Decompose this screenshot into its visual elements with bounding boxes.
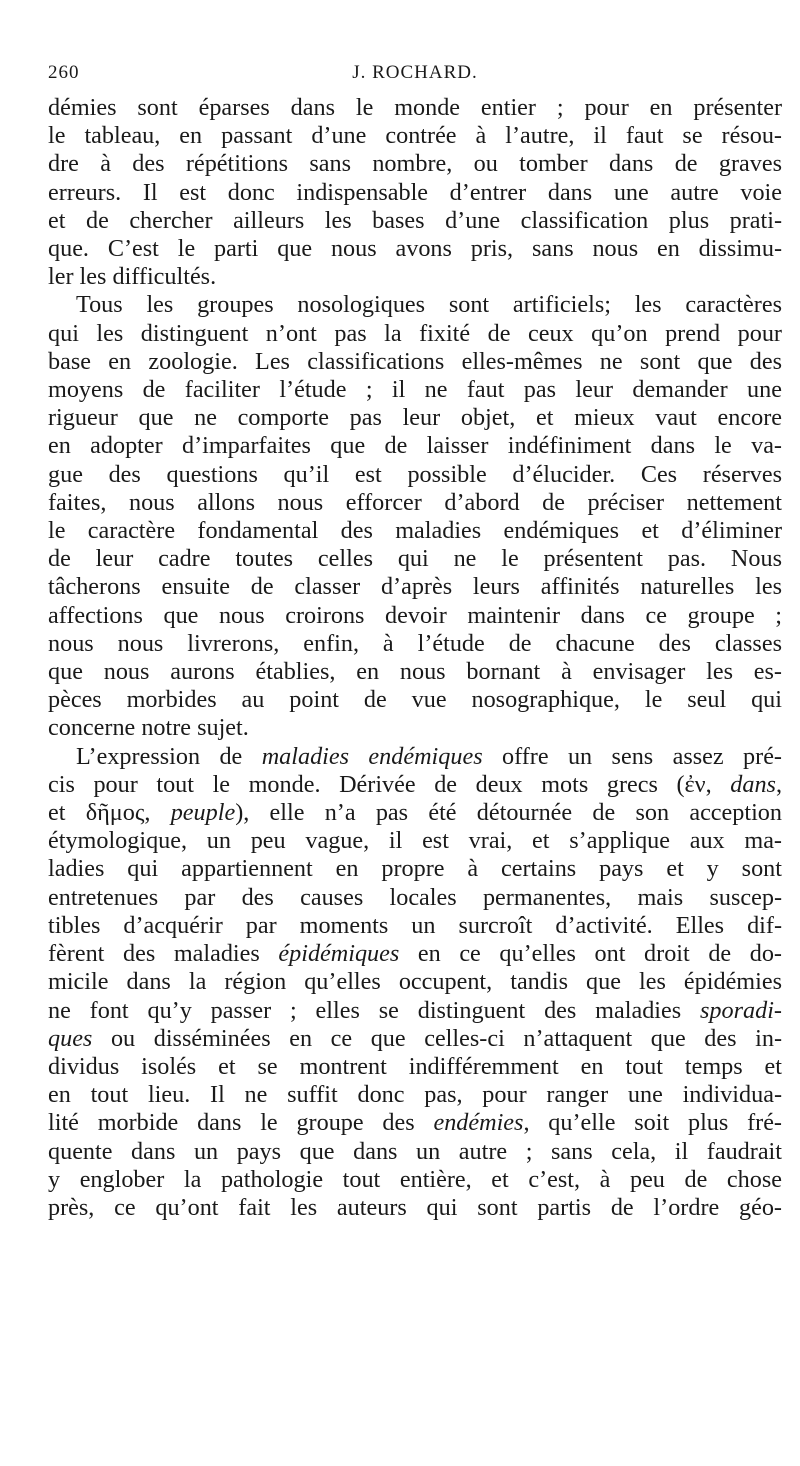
italic-term: endémies [433, 1109, 524, 1137]
text-line: et de chercher ailleurs les bases d’une classification plus prati- [48, 206, 782, 234]
text-line [48, 799, 782, 827]
text-line: le caractère fondamental des maladies endémiques et d’éliminer [48, 517, 782, 545]
text-line: rigueur que ne comporte pas leur objet, et mieux vaut encore [48, 404, 782, 432]
text-run: , qu’elle soit plus fré- [523, 1109, 782, 1137]
text-line: y englober la pathologie tout entière, et c’est, à peu de chose [48, 1165, 782, 1193]
text-run: offre un sens assez pré- [482, 742, 782, 770]
text-line: étymologique, un peu vague, il est vrai, et s’applique aux ma- [48, 827, 782, 855]
text-line [48, 940, 782, 968]
text-line: gue des questions qu’il est possible d’élucider. Ces réserves [48, 460, 782, 488]
text-line: le tableau, en passant d’une contrée à l’autre, il faut se résou- [48, 122, 782, 150]
text-run: ou disséminées en ce que celles-ci n’attaquent que des in- [92, 1024, 782, 1052]
running-head [48, 62, 782, 94]
text-line: près, ce qu’ont fait les auteurs qui sont partis de l’ordre géo- [48, 1193, 782, 1221]
text-run: cis pour tout le monde. Dérivée de deux mots grecs (ἐν, [48, 770, 731, 798]
running-title: J. ROCHARD. [352, 62, 478, 83]
text-line [48, 771, 782, 799]
text-run: , [775, 770, 782, 798]
italic-term: sporadi- [700, 996, 782, 1024]
page-number: 260 [48, 62, 80, 83]
book-page [48, 62, 782, 1222]
italic-term: maladies endémiques [261, 742, 483, 770]
text-line: micile dans la région qu’elles occupent, tandis que les épidémies [48, 968, 782, 996]
text-line: quente dans un pays que dans un autre ; sans cela, il faudrait [48, 1137, 782, 1165]
text-line: ladies qui appartiennent en propre à certains pays et y sont [48, 855, 782, 883]
text-line: que nous aurons établies, en nous bornant à envisager les es- [48, 658, 782, 686]
text-line [48, 743, 782, 771]
text-line: concerne notre sujet. [48, 714, 249, 742]
text-line: erreurs. Il est donc indispensable d’entrer dans une autre voie [48, 178, 782, 206]
italic-term: épidémiques [278, 940, 400, 968]
text-line: dividus isolés et se montrent indifféremment en tout temps et [48, 1052, 782, 1080]
text-line: en tout lieu. Il ne suffit donc pas, pour ranger une individua- [48, 1081, 782, 1109]
paragraph [48, 94, 782, 291]
text-run: ), elle n’a pas été détournée de son acception [235, 799, 782, 827]
text-line: tibles d’acquérir par moments un surcroît d’activité. Elles dif- [48, 911, 782, 939]
text-line: que. C’est le parti que nous avons pris, sans nous en dissimu- [48, 235, 782, 263]
text-line: pèces morbides au point de vue nosographique, le seul qui [48, 686, 782, 714]
text-line: base en zoologie. Les classifications elles-mêmes ne sont que des [48, 347, 782, 375]
body-text [48, 94, 782, 1222]
text-line: Tous les groupes nosologiques sont artificiels; les caractères [76, 291, 782, 319]
text-run: en ce qu’elles ont droit de do- [399, 940, 782, 968]
italic-term: dans [730, 770, 776, 798]
text-run: ne font qu’y passer ; elles se distinguent des maladies [48, 996, 701, 1024]
text-line: en adopter d’imparfaites que de laisser indéfiniment dans le va- [48, 432, 782, 460]
text-run: L’expression de [76, 742, 262, 770]
text-run: fèrent des maladies [48, 940, 279, 968]
paragraph [48, 743, 782, 1222]
text-line: affections que nous croirons devoir maintenir dans ce groupe ; [48, 601, 782, 629]
italic-term: peuple [170, 799, 236, 827]
text-line [48, 1025, 782, 1053]
text-line: faites, nous allons nous efforcer d’abord de préciser nettement [48, 488, 782, 516]
text-line: qui les distinguent n’ont pas la fixité de ceux qu’on prend pour [48, 319, 782, 347]
text-line: tâcherons ensuite de classer d’après leurs affinités naturelles les [48, 573, 782, 601]
text-line: entretenues par des causes locales permanentes, mais suscep- [48, 883, 782, 911]
text-line: ler les difficultés. [48, 263, 217, 291]
text-line [48, 1109, 782, 1137]
text-run: lité morbide dans le groupe des [48, 1109, 434, 1137]
text-line: démies sont éparses dans le monde entier ; pour en présenter [48, 94, 782, 121]
text-line: nous nous livrerons, enfin, à l’étude de chacune des classes [48, 629, 782, 657]
text-run: et δῆμος, [48, 799, 171, 827]
italic-term: ques [48, 1024, 93, 1052]
text-line: dre à des répétitions sans nombre, ou tomber dans de graves [48, 150, 782, 178]
paragraph [48, 291, 782, 742]
text-line: de leur cadre toutes celles qui ne le présentent pas. Nous [48, 545, 782, 573]
text-line: moyens de faciliter l’étude ; il ne faut pas leur demander une [48, 376, 782, 404]
text-line [48, 997, 782, 1025]
